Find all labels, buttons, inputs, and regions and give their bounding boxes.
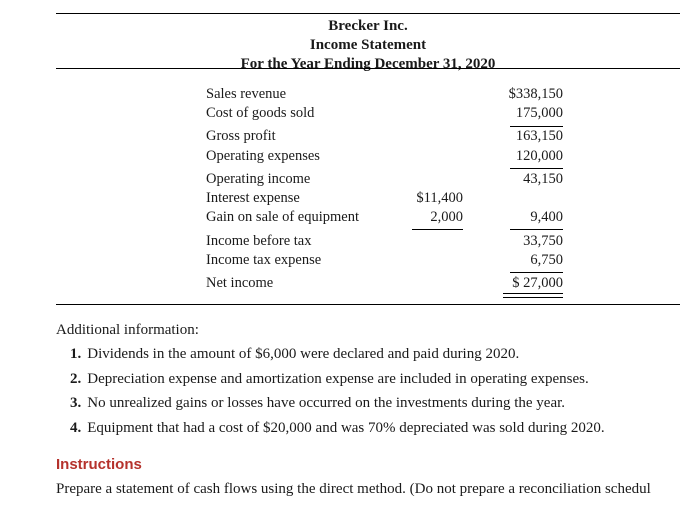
- row-label: Gain on sale of equipment: [206, 209, 360, 225]
- row-label: Income before tax: [206, 233, 312, 249]
- table-row: [0, 190, 680, 210]
- item-text: No unrealized gains or losses have occurred on the investments during the year.: [87, 395, 566, 411]
- table-row: [0, 148, 680, 168]
- row-amount: 120,000: [515, 148, 563, 164]
- table-row: [0, 275, 680, 295]
- row-label: Net income: [206, 275, 274, 291]
- item-number: 4.: [70, 420, 82, 436]
- row-amount: 33,750: [523, 233, 563, 249]
- instructions-text: Prepare a statement of cash flows using the direct method. (Do not prepare a reconciliation schedul: [56, 481, 651, 497]
- table-row: [0, 233, 680, 253]
- item-text: Dividends in the amount of $6,000 were declared and paid during 2020.: [87, 346, 520, 362]
- list-item: [70, 420, 605, 437]
- subtotal-underline: [510, 168, 563, 169]
- table-row: [0, 252, 680, 272]
- row-amount: 6,750: [530, 252, 563, 268]
- top-rule: [56, 13, 680, 14]
- item-number: 3.: [70, 395, 82, 411]
- subtotal-underline: [510, 126, 563, 127]
- row-amount: $11,400: [416, 190, 463, 206]
- table-row: [0, 105, 680, 125]
- subtotal-underline: [412, 229, 463, 230]
- row-label: Operating income: [206, 171, 311, 187]
- row-amount: 163,150: [515, 128, 563, 144]
- subtotal-underline: [510, 272, 563, 273]
- statement-title: Income Statement: [309, 37, 427, 53]
- instructions-heading: Instructions: [56, 456, 142, 473]
- header-rule: [56, 68, 680, 69]
- list-item: [70, 346, 519, 363]
- row-label: Income tax expense: [206, 252, 322, 268]
- table-row: [0, 128, 680, 148]
- row-label: Operating expenses: [206, 148, 320, 164]
- table-row: [0, 171, 680, 191]
- total-double-underline: [503, 293, 563, 298]
- subtotal-underline: [510, 229, 563, 230]
- row-amount: $338,150: [508, 86, 563, 102]
- company-name: Brecker Inc.: [328, 18, 408, 34]
- row-label: Sales revenue: [206, 86, 287, 102]
- statement-period: For the Year Ending December 31, 2020: [240, 56, 496, 72]
- table-row: [0, 209, 680, 229]
- item-number: 2.: [70, 371, 82, 387]
- row-label: Cost of goods sold: [206, 105, 315, 121]
- list-item: [70, 395, 565, 412]
- item-text: Equipment that had a cost of $20,000 and was 70% depreciated was sold during 2020.: [87, 420, 605, 436]
- row-amount: 2,000: [430, 209, 463, 225]
- item-number: 1.: [70, 346, 82, 362]
- row-amount: $ 27,000: [512, 275, 563, 291]
- additional-info-heading: Additional information:: [56, 322, 199, 338]
- row-amount: 9,400: [530, 209, 563, 225]
- row-amount: 43,150: [523, 171, 563, 187]
- row-amount: 175,000: [515, 105, 563, 121]
- row-label: Gross profit: [206, 128, 276, 144]
- bottom-rule: [56, 304, 680, 305]
- item-text: Depreciation expense and amortization expense are included in operating expenses.: [87, 371, 589, 387]
- list-item: [70, 371, 589, 388]
- table-row: [0, 86, 680, 106]
- row-label: Interest expense: [206, 190, 300, 206]
